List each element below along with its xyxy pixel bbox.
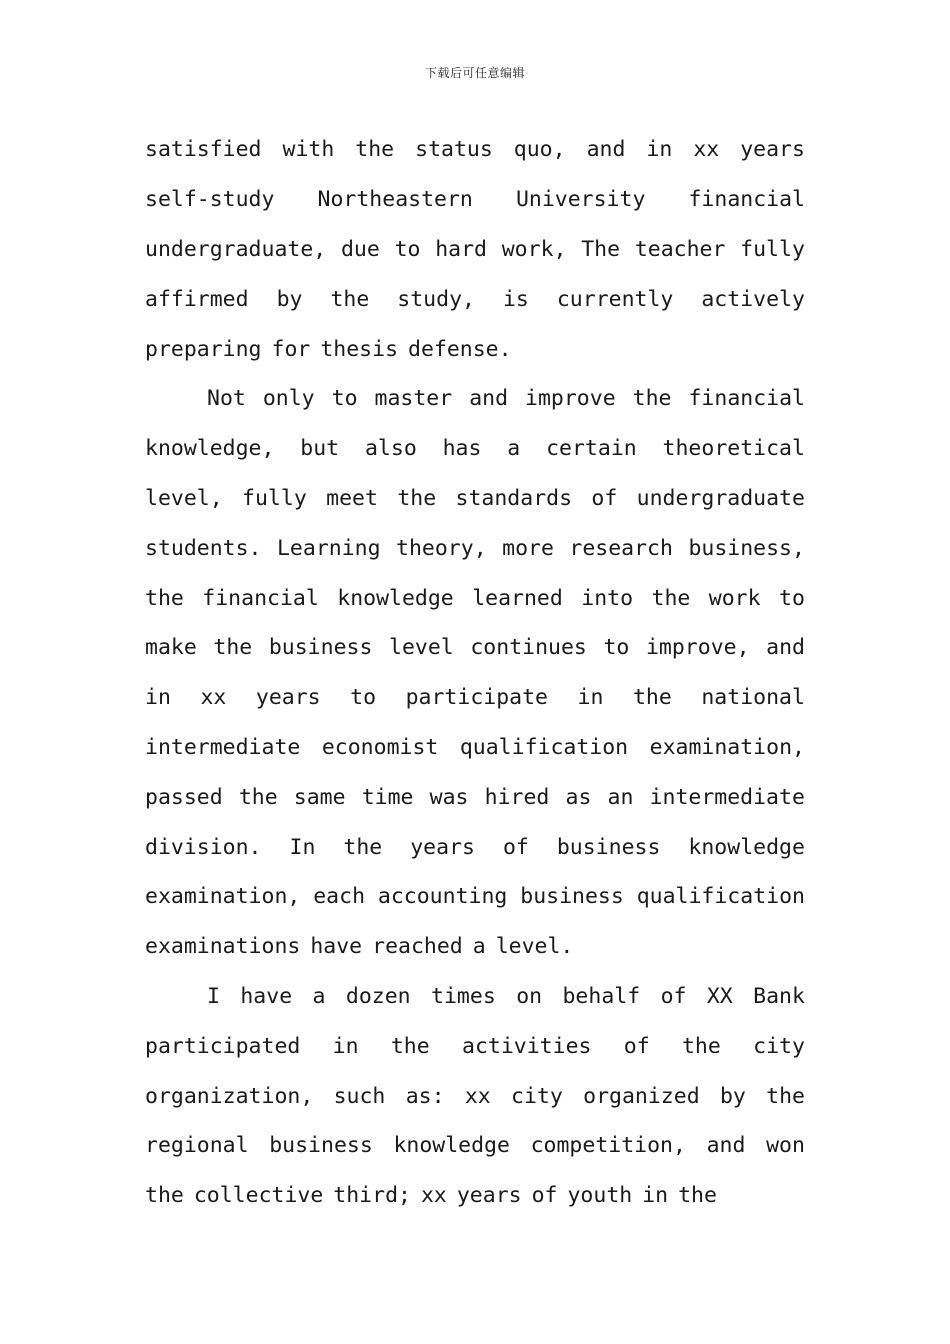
text-line: preparing for thesis defense. [145, 336, 512, 362]
text-line: passed the same time was hired as an intermediate [145, 784, 805, 810]
text-line: intermediate economist qualification examination, [145, 734, 805, 760]
text-line: I have a dozen times on behalf of XX Bank [207, 983, 805, 1009]
text-line: level, fully meet the standards of undergraduate [145, 485, 805, 511]
text-line: the collective third; xx years of youth in the [145, 1183, 717, 1209]
text-line: the financial knowledge learned into the work to [145, 585, 805, 611]
paragraph [145, 125, 805, 374]
text-line: make the business level continues to improve, and [145, 635, 805, 661]
text-line: students. Learning theory, more research business, [145, 535, 805, 561]
text-line: Not only to master and improve the financial [207, 386, 805, 412]
text-line: satisfied with the status quo, and in xx years [145, 137, 805, 163]
paragraph [145, 972, 805, 1221]
text-line: division. In the years of business knowledge [145, 834, 805, 860]
text-line: organization, such as: xx city organized by the [145, 1083, 805, 1109]
page-header: 下载后可任意编辑 [424, 66, 525, 80]
paragraph [145, 374, 805, 972]
text-line: examination, each accounting business qualification [145, 884, 805, 910]
text-line: undergraduate, due to hard work, The teacher fully [145, 236, 805, 262]
text-line: participated in the activities of the city [145, 1033, 805, 1059]
text-line: affirmed by the study, is currently actively [145, 286, 805, 312]
text-line: regional business knowledge competition, and won [145, 1133, 805, 1159]
text-line: in xx years to participate in the national [145, 685, 805, 711]
document-body [145, 125, 805, 1221]
text-line: knowledge, but also has a certain theoretical [145, 436, 805, 462]
text-line: self-study Northeastern University financial [145, 187, 805, 213]
text-line: examinations have reached a level. [145, 934, 574, 960]
